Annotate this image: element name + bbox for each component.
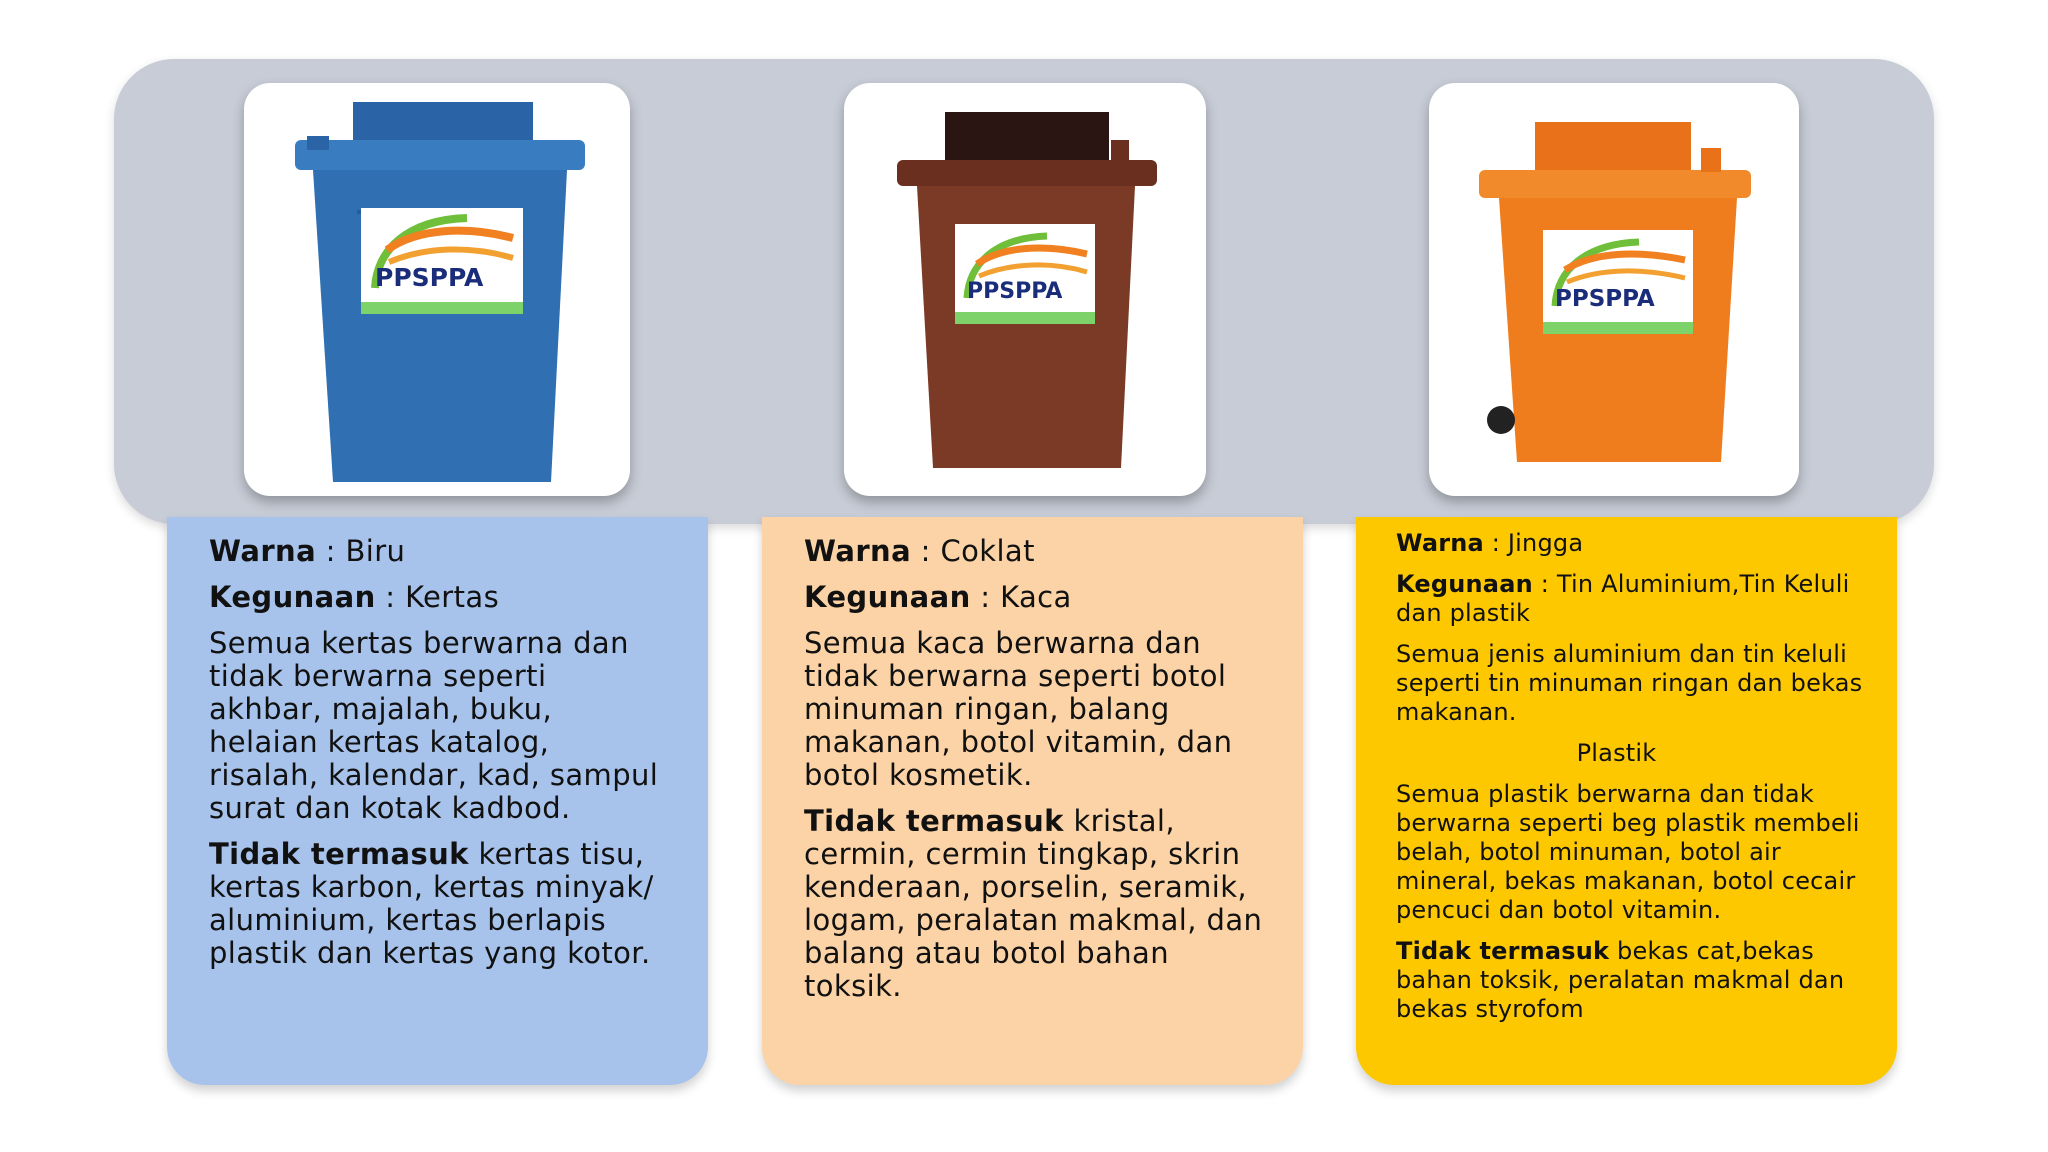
color-value: : Jingga [1491,529,1584,557]
description: Semua kaca berwarna dan tidak berwarna seperti botol minuman ringan, balang makanan, botol vitamin, dan botol kosmetik. [804,626,1233,792]
color-label: Warna [804,534,912,568]
use-value: : Kaca [980,580,1072,614]
orange-recycle-bin-icon [1459,100,1769,480]
use-value: : Kertas [385,580,500,614]
bin-photo-blue [244,83,630,496]
info-card-glass [762,517,1303,1085]
exclusion-line [804,805,1263,1003]
color-line [1396,529,1867,558]
brown-recycle-bin-icon [875,100,1175,480]
use-label: Kegunaan [209,580,376,614]
bin-logo-text: PPSPPA [967,278,1063,304]
color-label: Warna [209,534,317,568]
color-value: : Coklat [920,534,1035,568]
description: Semua jenis aluminium dan tin keluli seperti tin minuman ringan dan bekas makanan. [1396,640,1863,726]
color-line [209,535,668,568]
use-label: Kegunaan [804,580,971,614]
exclude-value: kristal, cermin, cermin tingkap, skrin kenderaan, porselin, seramik, logam, peralatan makmal, dan balang atau botol bahan toksik. [804,804,1263,1003]
color-value: : Biru [325,534,406,568]
bin-photo-orange [1429,83,1799,496]
blue-recycle-bin-icon [267,90,607,490]
info-card-paper [167,517,708,1085]
use-line [1396,570,1867,628]
description-plastic: Semua plastik berwarna dan tidak berwarna seperti beg plastik membeli belah, botol minuman, botol air mineral, bekas makanan, botol cecair pencuci dan botol vitamin. [1396,780,1860,924]
description: Semua kertas berwarna dan tidak berwarna seperti akhbar, majalah, buku, helaian kertas katalog, risalah, kalendar, kad, sampul surat dan kotak kadbod. [209,626,659,825]
exclude-value: kertas tisu, kertas karbon, kertas minyak/ aluminium, kertas berlapis plastik dan kertas yang kotor. [209,837,654,970]
use-line [804,581,1263,614]
info-card-tin-plastic [1356,517,1897,1085]
exclude-value: bekas cat,bekas bahan toksik, peralatan makmal dan bekas styrofom [1396,937,1845,1023]
exclusion-line [209,838,668,970]
color-line [804,535,1263,568]
use-value: : Tin Aluminium,Tin Keluli dan plastik [1396,570,1850,627]
use-line [209,581,668,614]
color-label: Warna [1396,529,1484,557]
subheading: Plastik [1576,739,1657,767]
exclude-label: Tidak termasuk [1396,937,1610,965]
exclude-label: Tidak termasuk [804,804,1064,838]
bin-logo-text: PPSPPA [1555,285,1655,312]
bin-logo-text: PPSPPA [375,262,484,292]
use-label: Kegunaan [1396,570,1533,598]
exclusion-line [1396,937,1867,1024]
exclude-label: Tidak termasuk [209,837,469,871]
bin-photo-brown [844,83,1206,496]
